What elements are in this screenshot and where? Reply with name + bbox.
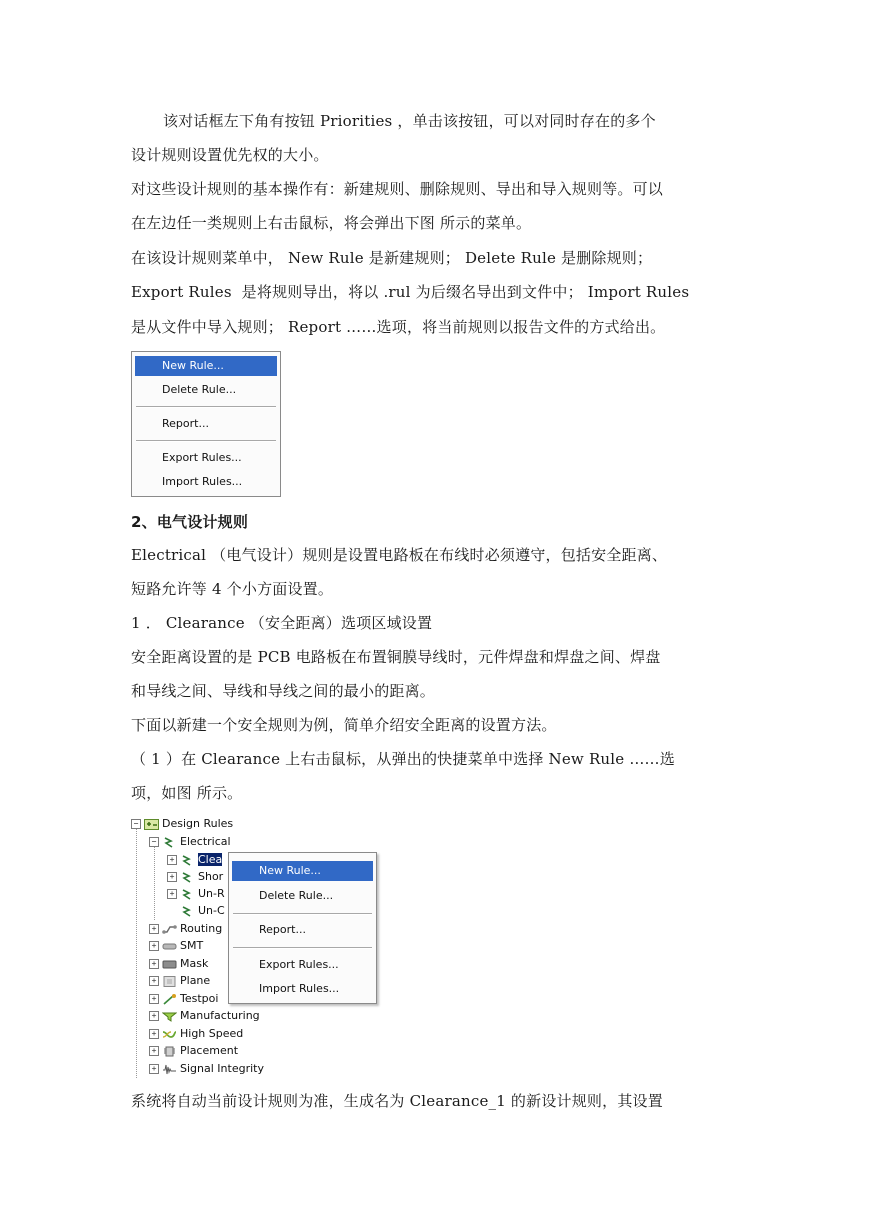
menu-item-export-rules[interactable]: Export Rules...	[162, 451, 242, 464]
menu-separator	[136, 440, 276, 442]
tree-label-selected: Clea	[198, 853, 223, 866]
text-line: 在该设计规则菜单中， New Rule 是新建规则； Delete Rule 是删除规则；	[131, 249, 653, 267]
context-menu-popup	[228, 852, 377, 1004]
menu-item-report[interactable]: Report...	[162, 417, 209, 430]
signal-integrity-icon	[162, 1064, 177, 1075]
tree-node-design-rules[interactable]	[131, 816, 233, 832]
text-line: 系统将自动当前设计规则为准，生成名为 Clearance_1 的新设计规则，其设置	[131, 1092, 663, 1110]
expand-icon[interactable]: +	[149, 924, 159, 934]
tree-label: Mask	[180, 957, 209, 970]
text-line: 1 ． Clearance （安全距离）选项区域设置	[131, 614, 433, 632]
collapse-icon[interactable]: −	[149, 837, 159, 847]
placement-icon	[162, 1046, 177, 1057]
text-line: Electrical （电气设计）规则是设置电路板在布线时必须遵守，包括安全距离、	[131, 546, 668, 564]
tree-node-short[interactable]	[167, 869, 223, 885]
text-line: 和导线之间、导线和导线之间的最小的距离。	[131, 682, 436, 700]
tree-node-placement[interactable]	[149, 1043, 238, 1059]
collapse-icon[interactable]: −	[131, 819, 141, 829]
menu-separator	[136, 406, 276, 408]
high-speed-icon	[162, 1029, 177, 1040]
expand-icon[interactable]: +	[167, 872, 177, 882]
routing-icon	[162, 924, 177, 935]
expand-icon[interactable]: +	[167, 855, 177, 865]
tree-guide-line	[136, 828, 137, 1078]
tree-node-high-speed[interactable]	[149, 1026, 243, 1042]
tree-node-unrouted[interactable]	[167, 886, 225, 902]
tree-node-routing[interactable]	[149, 921, 222, 937]
text-line: 安全距离设置的是 PCB 电路板在布置铜膜导线时，元件焊盘和焊盘之间、焊盘	[131, 648, 661, 666]
expand-icon[interactable]: +	[149, 1011, 159, 1021]
tree-guide-line	[154, 846, 155, 920]
text-line: Export Rules 是将规则导出，将以 .rul 为后缀名导出到文件中； Import Rules	[131, 283, 690, 301]
text-line: 短路允许等 4 个小方面设置。	[131, 580, 334, 598]
text-line: 对这些设计规则的基本操作有：新建规则、删除规则、导出和导入规则等。可以	[131, 180, 664, 198]
expand-icon[interactable]: +	[167, 889, 177, 899]
text-line: （ 1 ）在 Clearance 上右击鼠标，从弹出的快捷菜单中选择 New Rule ……选	[131, 750, 675, 768]
tree-node-manufacturing[interactable]	[149, 1008, 260, 1024]
text-line: 设计规则设置优先权的大小。	[131, 146, 329, 164]
tree-label: Routing	[180, 922, 223, 935]
tree-label: Un-R	[198, 887, 225, 900]
tree-label: High Speed	[180, 1027, 244, 1040]
text-line: 在左边任一类规则上右击鼠标，将会弹出下图 所示的菜单。	[131, 214, 532, 232]
manufacturing-icon	[162, 1011, 177, 1022]
tree-node-mask[interactable]	[149, 956, 208, 972]
expand-icon[interactable]: +	[149, 976, 159, 986]
menu-item-new-rule[interactable]: New Rule...	[232, 861, 373, 881]
section-heading: 2、电气设计规则	[131, 513, 249, 531]
electrical-icon	[180, 906, 195, 917]
electrical-icon	[180, 872, 195, 883]
tree-node-smt[interactable]	[149, 938, 203, 954]
smt-icon	[162, 941, 177, 952]
tree-label: Electrical	[180, 835, 231, 848]
testpoint-icon	[162, 994, 177, 1005]
text-line: 是从文件中导入规则； Report ……选项，将当前规则以报告文件的方式给出。	[131, 318, 666, 336]
expand-icon[interactable]: +	[149, 941, 159, 951]
electrical-icon	[180, 889, 195, 900]
tree-label: Design Rules	[162, 817, 234, 830]
menu-item-new-rule[interactable]: New Rule...	[135, 356, 277, 376]
tree-node-testpoint[interactable]	[149, 991, 218, 1007]
tree-node-signal-integrity[interactable]	[149, 1061, 264, 1077]
tree-node-unconnected[interactable]	[180, 903, 225, 919]
text-line: 项，如图 所示。	[131, 784, 243, 802]
tree-node-electrical[interactable]	[149, 834, 231, 850]
tree-label: Shor	[198, 870, 224, 883]
tree-label: Placement	[180, 1044, 239, 1057]
menu-separator	[233, 947, 372, 949]
menu-item-export-rules[interactable]: Export Rules...	[259, 958, 339, 971]
expand-icon[interactable]: +	[149, 994, 159, 1004]
text-line: 下面以新建一个安全规则为例，简单介绍安全距离的设置方法。	[131, 716, 557, 734]
expand-icon[interactable]: +	[149, 1046, 159, 1056]
text-line: 该对话框左下角有按钮 Priorities ，单击该按钮，可以对同时存在的多个	[163, 112, 656, 130]
tree-label: Un-C	[198, 904, 225, 917]
tree-label: Testpoi	[180, 992, 219, 1005]
tree-label: Signal Integrity	[180, 1062, 264, 1075]
menu-item-import-rules[interactable]: Import Rules...	[259, 982, 340, 995]
menu-separator	[233, 913, 372, 915]
expand-icon[interactable]: +	[149, 1029, 159, 1039]
tree-label: SMT	[180, 939, 204, 952]
design-rules-icon	[144, 819, 159, 830]
electrical-icon	[162, 837, 177, 848]
tree-label: Manufacturing	[180, 1009, 260, 1022]
electrical-icon	[180, 855, 195, 866]
menu-item-delete-rule[interactable]: Delete Rule...	[162, 383, 237, 396]
menu-item-import-rules[interactable]: Import Rules...	[162, 475, 243, 488]
expand-icon[interactable]: +	[149, 1064, 159, 1074]
tree-label: Plane	[180, 974, 211, 987]
mask-icon	[162, 959, 177, 970]
tree-node-clearance[interactable]	[167, 852, 222, 868]
menu-item-report[interactable]: Report...	[259, 923, 306, 936]
tree-node-plane[interactable]	[149, 973, 210, 989]
context-menu-screenshot	[131, 351, 281, 497]
expand-icon[interactable]: +	[149, 959, 159, 969]
plane-icon	[162, 976, 177, 987]
menu-item-delete-rule[interactable]: Delete Rule...	[259, 889, 334, 902]
